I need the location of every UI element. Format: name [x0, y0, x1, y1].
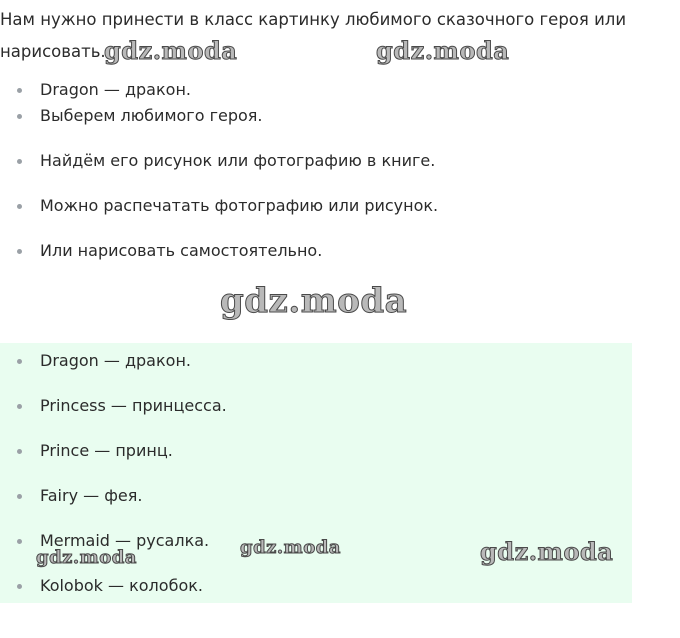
list-item [40, 441, 173, 461]
watermark: gdz.moda [240, 537, 341, 558]
bullet-icon [17, 204, 22, 209]
bullet-icon [17, 494, 22, 499]
watermark: gdz.moda [376, 36, 510, 65]
list-item [40, 576, 203, 596]
list-item-text: Можно распечатать фотографию или рисунок. [40, 196, 439, 215]
list-item [40, 151, 435, 171]
bullet-icon [17, 584, 22, 589]
list-item-text: Kolobok — колобок. [40, 576, 203, 595]
bullet-icon [17, 449, 22, 454]
bullet-icon [17, 88, 22, 93]
list-item-text: Dragon — дракон. [40, 351, 191, 370]
list-item-text: Dragon — дракон. [40, 80, 191, 99]
bullet-icon [17, 249, 22, 254]
list-item-text: Fairy — фея. [40, 486, 143, 505]
list-item-text: Выберем любимого героя. [40, 106, 263, 125]
intro-paragraph: Нам нужно принести в класс картинку любимого сказочного героя или нарисовать. [0, 10, 627, 61]
list-item [40, 196, 438, 216]
list-item-text: Prince — принц. [40, 441, 173, 460]
bullet-icon [17, 159, 22, 164]
bullet-icon [17, 404, 22, 409]
watermark: gdz.moda [480, 537, 614, 566]
watermark: gdz.moda [220, 281, 408, 321]
list-item-text: Mermaid — русалка. [40, 531, 210, 550]
list-item [40, 241, 322, 261]
list-item-text: Princess — принцесса. [40, 396, 227, 415]
list-item [40, 486, 142, 506]
list-item [40, 351, 191, 371]
list-item [40, 106, 262, 126]
bullet-icon [17, 359, 22, 364]
list-item-text: Найдём его рисунок или фотографию в книге. [40, 151, 436, 170]
list-item [40, 80, 191, 100]
bullet-icon [17, 114, 22, 119]
watermark: gdz.moda [104, 36, 238, 65]
list-item-text: Или нарисовать самостоятельно. [40, 241, 323, 260]
list-item [40, 396, 227, 416]
watermark: gdz.moda [36, 547, 137, 568]
bullet-icon [17, 539, 22, 544]
